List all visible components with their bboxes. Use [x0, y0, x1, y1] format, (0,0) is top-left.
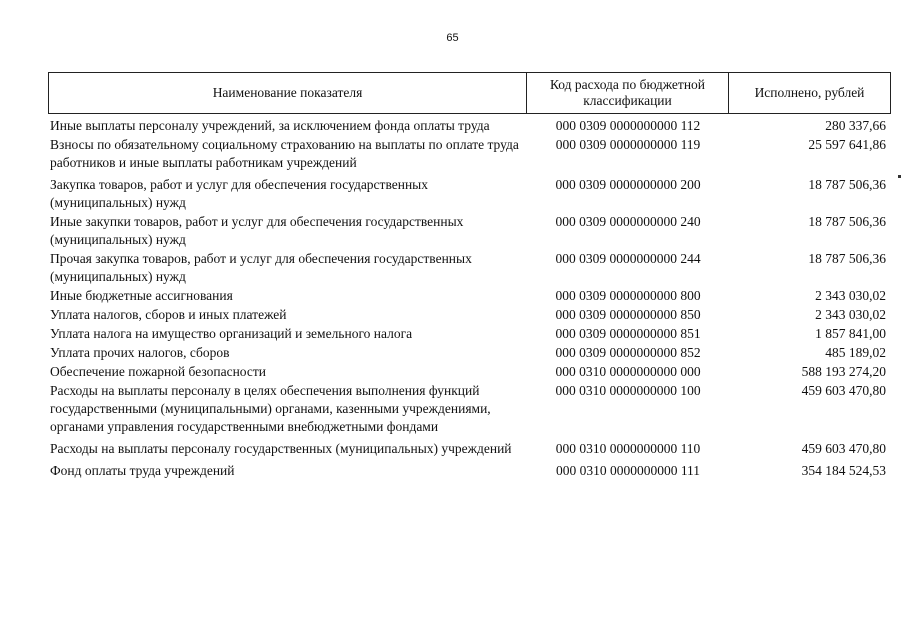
table-row	[50, 382, 888, 436]
row-name: Фонд оплаты труда учреждений	[50, 463, 235, 478]
table-row	[50, 344, 888, 362]
row-amount: 459 603 470,80	[801, 441, 886, 456]
row-code: 000 0309 0000000000 851	[555, 326, 701, 341]
row-code: 000 0309 0000000000 200	[555, 177, 701, 192]
row-name: Уплата налога на имущество организаций и земельного налога	[50, 326, 413, 341]
row-amount: 2 343 030,02	[815, 307, 886, 322]
row-amount: 588 193 274,20	[801, 364, 886, 379]
row-amount: 459 603 470,80	[801, 383, 886, 398]
row-amount: 354 184 524,53	[801, 463, 886, 478]
row-name: Уплата прочих налогов, сборов	[50, 345, 230, 360]
row-code: 000 0310 0000000000 110	[555, 441, 701, 456]
header-name: Наименование показателя	[49, 73, 527, 114]
row-code: 000 0309 0000000000 119	[555, 137, 701, 152]
row-name: Иные закупки товаров, работ и услуг для обеспечения государственных (муниципальных) нужд	[50, 214, 464, 247]
row-amount: 485 189,02	[825, 345, 886, 360]
table-row	[50, 136, 888, 172]
row-code: 000 0310 0000000000 000	[555, 364, 701, 379]
header-amount: Исполнено, рублей	[729, 73, 891, 114]
row-code: 000 0310 0000000000 111	[555, 463, 701, 478]
row-name: Обеспечение пожарной безопасности	[50, 364, 267, 379]
row-name: Иные выплаты персоналу учреждений, за исключением фонда оплаты труда	[50, 118, 490, 133]
table-row	[50, 306, 888, 324]
row-amount: 25 597 641,86	[808, 137, 886, 152]
row-amount: 280 337,66	[825, 118, 886, 133]
table-row	[50, 363, 888, 381]
row-amount: 18 787 506,36	[808, 214, 886, 229]
row-amount: 2 343 030,02	[815, 288, 886, 303]
table-header	[48, 72, 891, 114]
header-code: Код расхода по бюджетной классификации	[527, 73, 729, 114]
row-name: Расходы на выплаты персоналу в целях обеспечения выполнения функций государственными (муниципальными) органами, казенными учреждениями, органами управления государственными внебюджетными фондами	[50, 383, 491, 434]
table-row	[50, 117, 888, 135]
table-row	[50, 213, 888, 249]
page-number: 65	[446, 32, 459, 44]
row-code: 000 0309 0000000000 850	[555, 307, 701, 322]
row-code: 000 0309 0000000000 240	[555, 214, 701, 229]
row-code: 000 0310 0000000000 100	[555, 383, 701, 398]
row-amount: 18 787 506,36	[808, 177, 886, 192]
table-row	[50, 250, 888, 286]
row-name: Расходы на выплаты персоналу государственных (муниципальных) учреждений	[50, 441, 512, 456]
row-name: Иные бюджетные ассигнования	[50, 288, 233, 303]
row-name: Прочая закупка товаров, работ и услуг для обеспечения государственных (муниципальных) нужд	[50, 251, 472, 284]
row-code: 000 0309 0000000000 112	[555, 118, 701, 133]
row-name: Взносы по обязательному социальному страхованию на выплаты по оплате труда работников и иные выплаты работникам учреждений	[50, 137, 519, 170]
row-amount: 18 787 506,36	[808, 251, 886, 266]
row-code: 000 0309 0000000000 244	[555, 251, 701, 266]
table-row	[50, 325, 888, 343]
row-name: Уплата налогов, сборов и иных платежей	[50, 307, 287, 322]
row-code: 000 0309 0000000000 800	[555, 288, 701, 303]
row-amount: 1 857 841,00	[815, 326, 886, 341]
table-body	[50, 117, 888, 481]
table-row	[50, 287, 888, 305]
scan-mark	[898, 175, 901, 178]
table-row	[50, 462, 888, 480]
table-row	[50, 440, 888, 458]
row-name: Закупка товаров, работ и услуг для обеспечения государственных (муниципальных) нужд	[50, 177, 429, 210]
table-row	[50, 176, 888, 212]
row-code: 000 0309 0000000000 852	[555, 345, 701, 360]
